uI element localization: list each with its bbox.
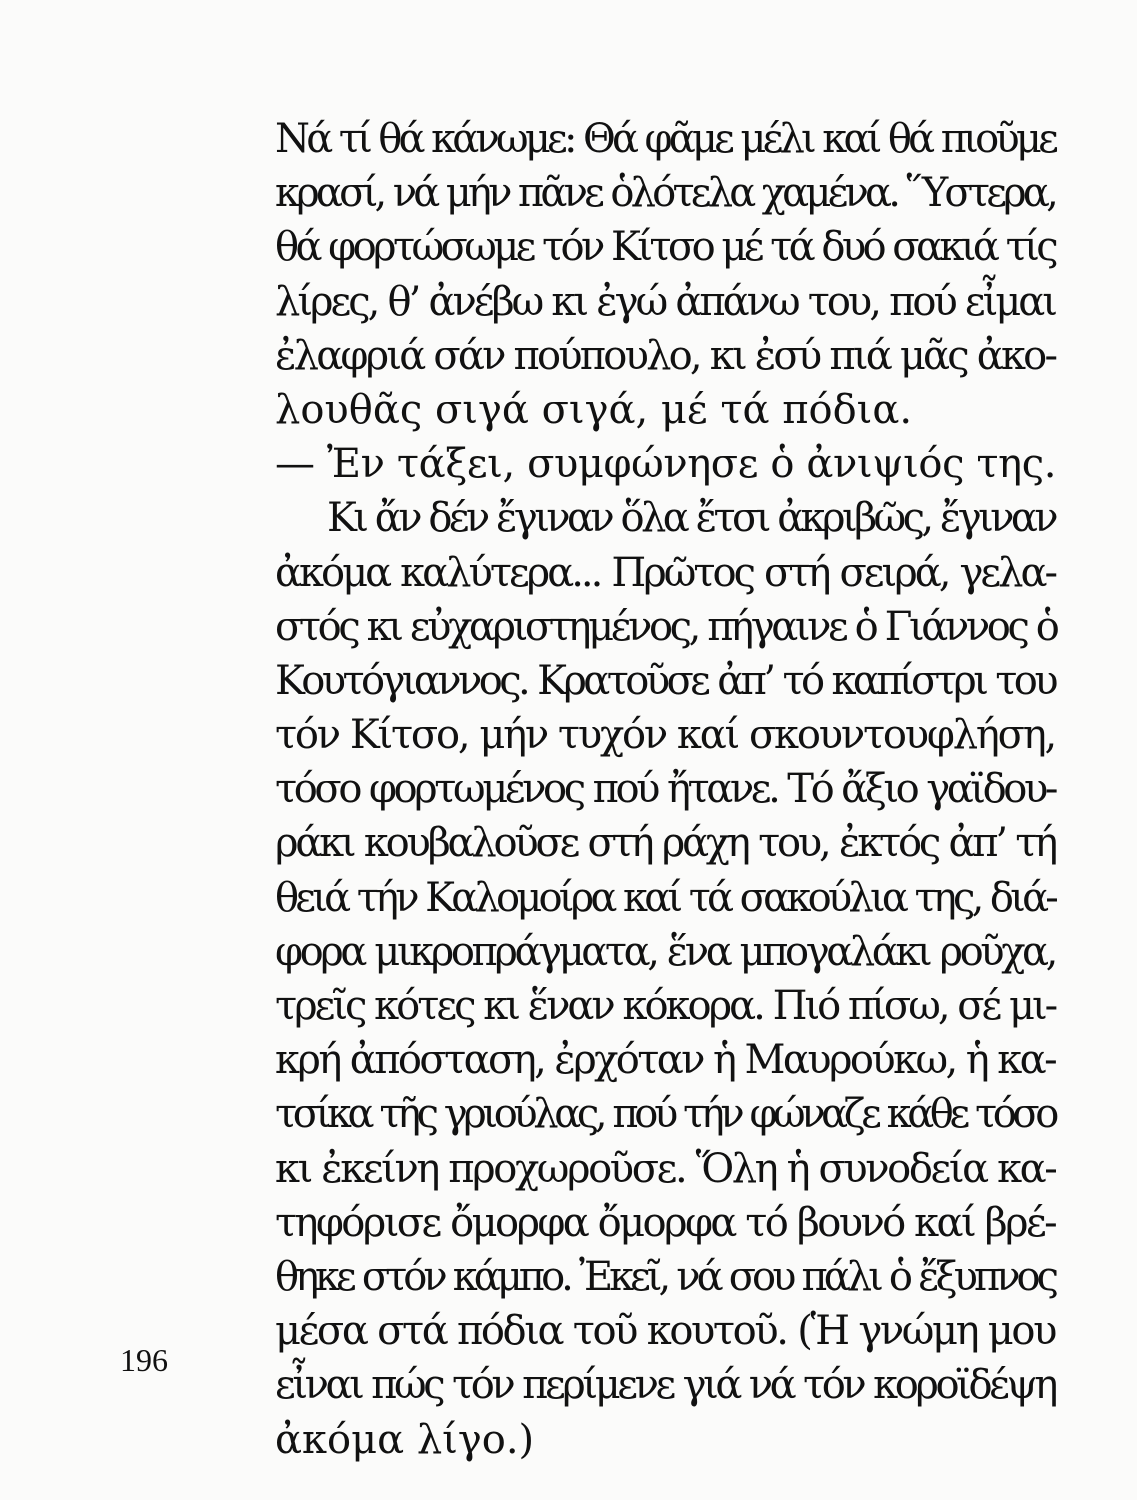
text-line: ἐλαφριά σάν πούπουλο, κι ἐσύ πιά μᾶς ἀκο- [275, 332, 1056, 379]
body-text [275, 112, 1055, 1467]
text-line: τρεῖς κότες κι ἕναν κόκορα. Πιό πίσω, σέ μι- [275, 983, 1056, 1029]
text-line: εἶναι πώς τόν περίμενε γιά νά τόν κοροϊδέψη [275, 1362, 1055, 1409]
text-line: τόσο φορτωμένος πού ἤτανε. Τό ἄξιο γαϊδου- [275, 766, 1055, 813]
page-number: 196 [120, 1342, 168, 1378]
text-line: θά φορτώσωμε τόν Κίτσο μέ τά δυό σακιά τίς [275, 224, 1055, 271]
text-line: ράκι κουβαλοῦσε στή ράχη του, ἐκτός ἀπ’ τή [275, 820, 1055, 867]
text-line: μέσα στά πόδια τοῦ κουτοῦ. (Ἡ γνώμη μου [275, 1308, 1055, 1355]
text-line: Κουτόγιαννος. Κρατοῦσε ἀπ’ τό καπίστρι του [275, 657, 1055, 704]
text-line: κρασί, νά μήν πᾶνε ὁλότελα χαμένα. Ὕστερα, [275, 170, 1055, 217]
text-line: τηφόρισε ὄμορφα ὄμορφα τό βουνό καί βρέ- [275, 1199, 1055, 1246]
text-line: τσίκα τῆς γριούλας, πού τήν φώναζε κάθε τόσο [275, 1091, 1055, 1138]
text-line: θηκε στόν κάμπο. Ἐκεῖ, νά σου πάλι ὁ ἔξυπνος [275, 1253, 1055, 1300]
text-line: ἀκόμα λίγο.) [275, 1416, 535, 1463]
text-line: ἀκόμα καλύτερα... Πρῶτος στή σειρά, γελα- [275, 549, 1055, 596]
text-line: Νά τί θά κάνωμε: Θά φᾶμε μέλι καί θά πιοῦμε [275, 116, 1055, 162]
text-line: τόν Κίτσο, μήν τυχόν καί σκουντουφλήση, [275, 712, 1055, 759]
paragraph-first-line: Κι ἄν δέν ἔγιναν ὅλα ἔτσι ἀκριβῶς, ἔγιναν [327, 495, 1055, 542]
text-line: λουθᾶς σιγά σιγά, μέ τά πόδια. [275, 386, 913, 433]
text-line: στός κι εὐχαριστημένος, πήγαινε ὁ Γιάννος ὁ [275, 603, 1057, 650]
text-line: λίρες, θ’ ἀνέβω κι ἐγώ ἀπάνω του, πού εἶμαι [275, 278, 1055, 325]
text-line: κι ἐκείνη προχωροῦσε. Ὅλη ἡ συνοδεία κα- [275, 1145, 1056, 1192]
text-line: θειά τήν Καλομοίρα καί τά σακούλια της, διά- [275, 874, 1055, 921]
dialogue-line: — Ἐν τάξει, συμφώνησε ὁ ἀνιψιός της. [275, 441, 1057, 488]
text-line: κρή ἀπόσταση, ἐρχόταν ἡ Μαυρούκω, ἡ κα- [275, 1037, 1055, 1084]
text-line: φορα μικροπράγματα, ἕνα μπογαλάκι ροῦχα, [275, 928, 1055, 975]
